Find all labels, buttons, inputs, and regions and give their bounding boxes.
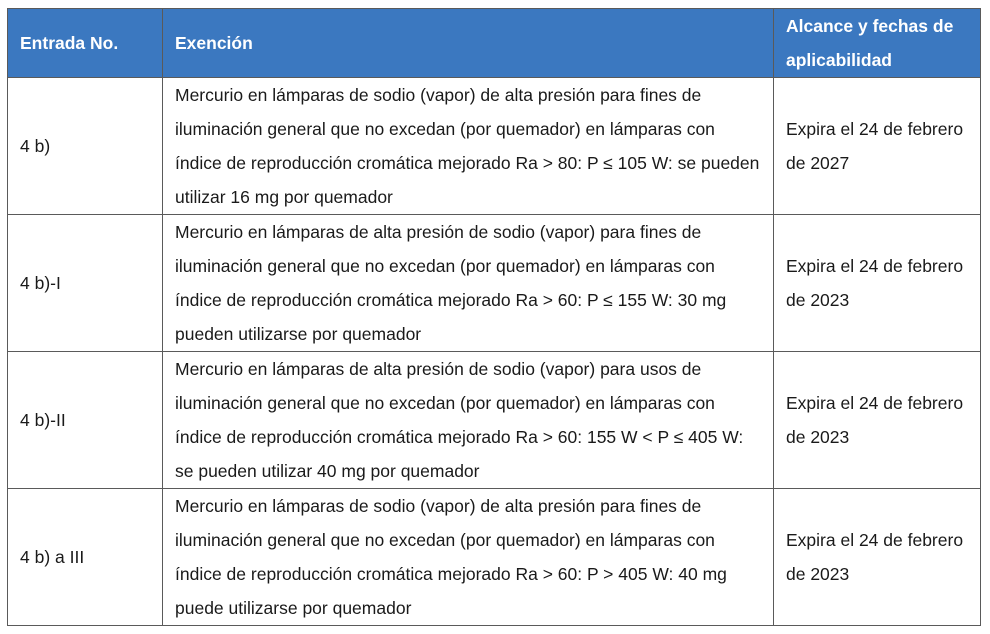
table-row bbox=[8, 352, 981, 489]
table-row bbox=[8, 489, 981, 626]
exemption-cell: Mercurio en lámparas de alta presión de sodio (vapor) para fines de iluminación general que no excedan (por quemador) en lámparas con índice de reproducción cromática mejorado Ra > 60: P ≤ 155 W: 30 mg pueden utilizarse por quemador bbox=[163, 215, 774, 352]
exemption-cell: Mercurio en lámparas de sodio (vapor) de alta presión para fines de iluminación general que no excedan (por quemador) en lámparas con índice de reproducción cromática mejorado Ra > 80: P ≤ 105 W: se pueden utilizar 16 mg por quemador bbox=[163, 78, 774, 215]
table-row bbox=[8, 78, 981, 215]
exemptions-table bbox=[7, 8, 981, 626]
table-body bbox=[8, 78, 981, 626]
scope-cell: Expira el 24 de febrero de 2023 bbox=[774, 489, 981, 626]
exemption-cell: Mercurio en lámparas de sodio (vapor) de alta presión para fines de iluminación general que no excedan (por quemador) en lámparas con índice de reproducción cromática mejorado Ra > 60: P > 405 W: 40 mg puede utilizarse por quemador bbox=[163, 489, 774, 626]
scope-cell: Expira el 24 de febrero de 2023 bbox=[774, 352, 981, 489]
scope-cell: Expira el 24 de febrero de 2023 bbox=[774, 215, 981, 352]
scope-cell: Expira el 24 de febrero de 2027 bbox=[774, 78, 981, 215]
header-entry: Entrada No. bbox=[8, 9, 163, 78]
entry-cell: 4 b)-II bbox=[8, 352, 163, 489]
header-row bbox=[8, 9, 981, 78]
entry-cell: 4 b) bbox=[8, 78, 163, 215]
entry-cell: 4 b)-I bbox=[8, 215, 163, 352]
entry-cell: 4 b) a III bbox=[8, 489, 163, 626]
table-header bbox=[8, 9, 981, 78]
header-exemption: Exención bbox=[163, 9, 774, 78]
exemption-cell: Mercurio en lámparas de alta presión de sodio (vapor) para usos de iluminación general que no excedan (por quemador) en lámparas con índice de reproducción cromática mejorado Ra > 60: 155 W < P ≤ 405 W: se pueden utilizar 40 mg por quemador bbox=[163, 352, 774, 489]
table-row bbox=[8, 215, 981, 352]
header-scope: Alcance y fechas de aplicabilidad bbox=[774, 9, 981, 78]
